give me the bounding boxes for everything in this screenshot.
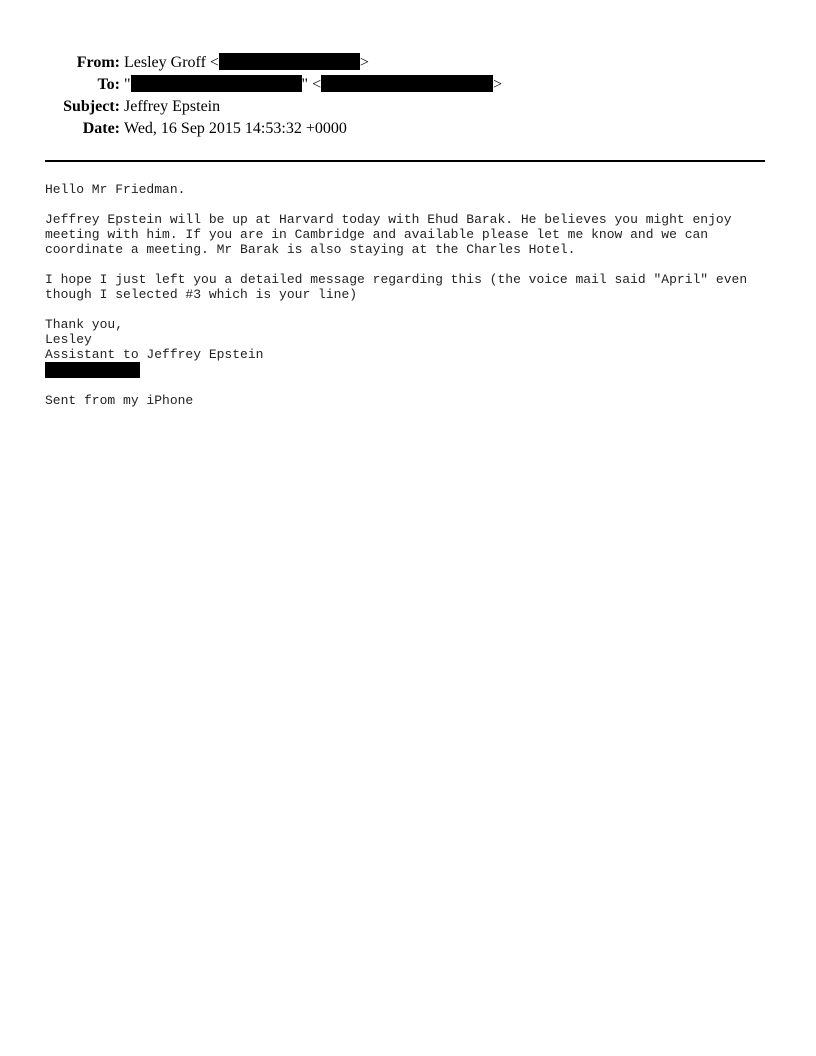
subject-value: Jeffrey Epstein — [124, 98, 221, 115]
redaction-box — [131, 75, 302, 92]
from-name: Lesley Groff < — [124, 54, 219, 71]
to-quote-open: " — [124, 76, 131, 93]
date-value: Wed, 16 Sep 2015 14:53:32 +0000 — [124, 120, 347, 137]
from-label: From: — [76, 54, 120, 71]
to-label: To: — [97, 76, 120, 93]
date-label: Date: — [82, 120, 120, 137]
header-divider — [45, 160, 765, 162]
email-header — [0, 52, 816, 140]
from-bracket-close: > — [359, 54, 369, 71]
paragraph-line: I hope I just left you a detailed message regarding this (the voice mail said "April" even — [45, 272, 748, 287]
date-row — [0, 118, 816, 140]
to-value — [124, 74, 502, 96]
signature-title: Assistant to Jeffrey Epstein — [45, 347, 264, 362]
paragraph-line: meeting with him. If you are in Cambridge and available please let me know and we can — [45, 227, 709, 242]
subject-label: Subject: — [63, 98, 120, 115]
signature-name: Lesley — [45, 332, 92, 347]
to-quote-close: " < — [301, 76, 322, 93]
closing: Thank you, — [45, 317, 124, 332]
redaction-box — [321, 75, 493, 92]
to-row — [0, 74, 816, 96]
paragraph-line: though I selected #3 which is your line) — [45, 287, 358, 302]
paragraph-line: coordinate a meeting. Mr Barak is also staying at the Charles Hotel. — [45, 242, 576, 257]
from-row — [0, 52, 816, 74]
greeting: Hello Mr Friedman. — [45, 182, 186, 197]
sent-from-footer: Sent from my iPhone — [45, 393, 194, 408]
from-value — [124, 52, 369, 74]
subject-row — [0, 96, 816, 118]
email-body — [45, 182, 785, 408]
redaction-box — [45, 362, 140, 378]
to-bracket-close: > — [493, 76, 503, 93]
paragraph-line: Jeffrey Epstein will be up at Harvard today with Ehud Barak. He believes you might enjoy — [45, 212, 732, 227]
redaction-box — [219, 53, 360, 70]
